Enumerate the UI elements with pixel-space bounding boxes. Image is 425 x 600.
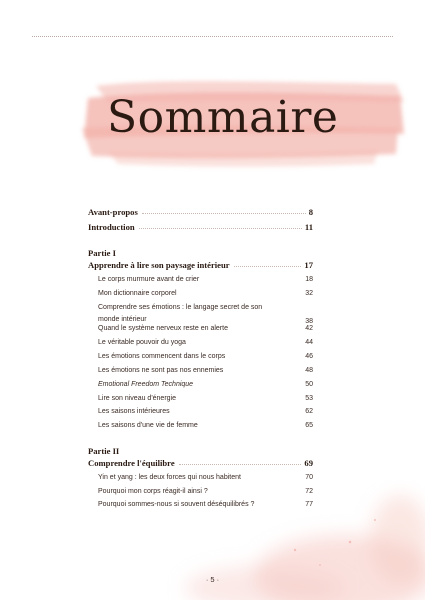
toc-item[interactable]: Mon dictionnaire corporel 32 xyxy=(98,290,313,297)
toc-item[interactable]: Le corps murmure avant de crier 18 xyxy=(98,276,313,283)
toc-entry-introduction[interactable]: Introduction 11 xyxy=(88,222,313,232)
part-1-label: Partie I xyxy=(88,248,116,258)
part-2-label: Partie II xyxy=(88,446,120,456)
toc-entry-part-2-title[interactable]: Comprendre l'équilibre 69 xyxy=(88,458,313,468)
toc-item[interactable]: Les émotions ne sont pas nos ennemies 48 xyxy=(98,367,313,374)
toc-item[interactable]: Le véritable pouvoir du yoga 44 xyxy=(98,339,313,346)
toc-item[interactable]: Les émotions commencent dans le corps 46 xyxy=(98,353,313,360)
toc-item[interactable]: Les saisons d'une vie de femme 65 xyxy=(98,422,313,429)
page-title: Sommaire xyxy=(107,92,339,143)
toc-item[interactable]: Lire son niveau d'énergie 53 xyxy=(98,395,313,402)
toc-entry-part-1-title[interactable]: Apprendre à lire son paysage intérieur 17 xyxy=(88,260,313,270)
page-number: · 5 · xyxy=(205,575,220,584)
toc-item[interactable]: Pourquoi sommes-nous si souvent déséquilibrés ? 77 xyxy=(98,501,313,508)
top-dotted-rule xyxy=(32,36,393,37)
toc-item[interactable]: Comprendre ses émotions : le langage secret de son monde intérieur 38 xyxy=(98,304,313,325)
toc-item[interactable]: Yin et yang : les deux forces qui nous habitent 70 xyxy=(98,474,313,481)
toc-item[interactable]: Quand le système nerveux reste en alerte 42 xyxy=(98,325,313,332)
toc-entry-avant-propos[interactable]: Avant-propos 8 xyxy=(88,207,313,217)
toc-item[interactable]: Les saisons intérieures 62 xyxy=(98,408,313,415)
toc-item[interactable]: Pourquoi mon corps réagit-il ainsi ? 72 xyxy=(98,488,313,495)
toc-item[interactable]: Emotional Freedom Technique 50 xyxy=(98,381,313,388)
